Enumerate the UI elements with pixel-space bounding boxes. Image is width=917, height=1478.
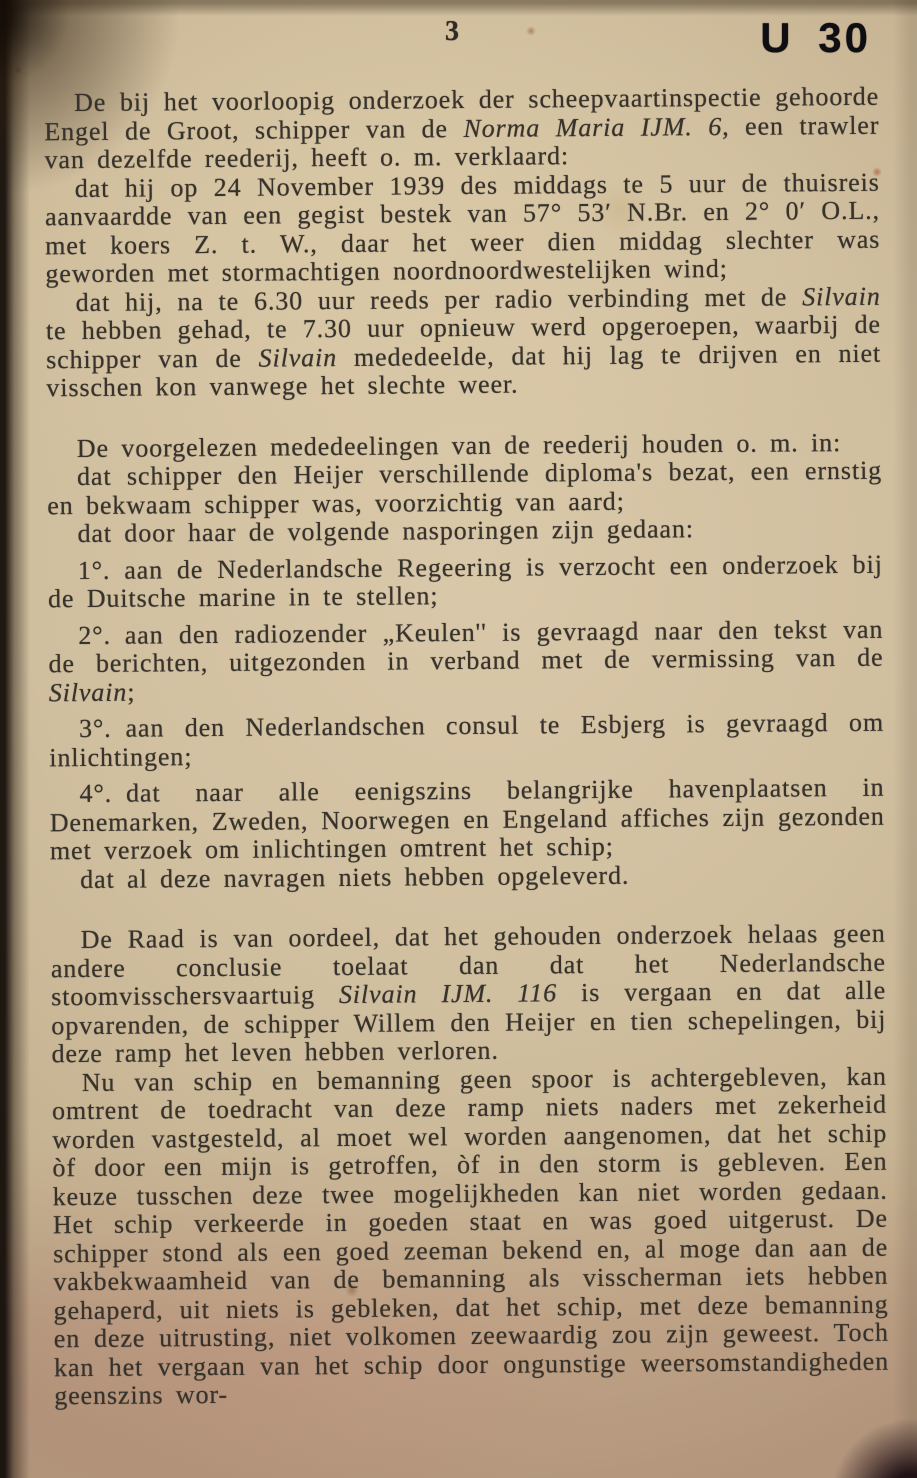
paragraph [49,774,885,866]
document-body [44,83,889,1411]
paragraph [50,859,885,894]
text-run: 4°. dat naar alle eenigszins belangrijke havenplaatsen in Denemarken, Zweden, Noorwegen en Engeland affiches zijn gezonden met verzoek om inlichtingen omtrent het schip; [49,772,885,866]
paragraph [48,550,883,614]
ship-name-italic: Silvain [258,342,338,373]
text-run: 3°. aan den Nederlandschen consul te Esbjerg is gevraagd om inlichtingen; [49,707,885,772]
paragraph [47,514,882,549]
text-run: De Raad is van oordeel, dat het gehouden onderzoek helaas geen andere conclusie toelaat dan dat het Nederlandsche stoomvisschersvaartuig [50,918,887,1012]
paragraph [47,457,882,521]
paragraph [48,615,884,707]
text-run: dat door haar de volgende nasporingen zijn gedaan: [77,514,695,549]
text-run: is vergaan en dat alle opvarenden, de schipper Willem den Heijer en tien schepelingen, bij deze ramp het leven hebben verloren. [51,975,887,1069]
paragraph [44,83,880,175]
ship-name-italic: Norma Maria IJM. 6 [463,111,723,143]
text-run: Nu van schip en bemanning geen spoor is achtergebleven, kan omtrent de toedracht van deze ramp niets naders met zekerheid worden vastgesteld, al moet wel worden aangenomen, dat het schip òf door een mijn is getroffen, òf in den storm is gebleven. Een keuze tusschen deze twee mogelijkheden kan niet worden gedaan. Het schip verkeerde in goeden staat en was goed uitgerust. De schipper stond als een goed zeeman bekend en, al moge dan aan de vakbekwaamheid van de bemanning als visscherman iets hebben gehaperd, uit niets is gebleken, dat het schip, met deze bemanning en deze uitrusting, niet volkomen zeewaardig zou zijn geweest. Toch kan het vergaan van het schip door ongunstige weersomstandigheden geenszins wor- [51,1061,890,1411]
paragraph [52,1062,890,1411]
paragraph [51,920,887,1069]
text-run: te hebben gehad, te 7.30 uur opnieuw werd opgeroepen, waarbij de schipper van de [45,309,881,374]
paragraph [45,168,881,289]
paragraph [49,709,884,773]
text-run: dat hij, na te 6.30 uur reeds per radio verbinding met de [75,281,803,317]
ship-name-italic: Silvain [802,281,881,311]
text-run: 2°. aan den radiozender „Keulen'' is gevraagd naar den tekst van de berichten, uitgezonden in verband met de vermissing van de [48,614,884,679]
text-run: dat al deze navragen niets hebben opgeleverd. [80,860,630,894]
ship-name-italic: Silvain [48,677,128,707]
ship-name-italic: Silvain IJM. 116 [338,978,558,1009]
archive-stamp: U 30 [760,14,871,61]
text-run: ; [127,677,136,707]
text-run: De bij het voorloopig onderzoek der scheepvaartinspectie gehoorde Engel de Groot, schipper van de [44,81,880,146]
text-run: mededeelde, dat hij lag te drijven en niet visschen kon vanwege het slechte weer. [46,338,882,403]
text-run: dat schipper den Heijer verschillende diploma's bezat, een ernstig en bekwaam schipper was, voorzichtig van aard; [47,455,883,520]
text-run: dat hij op 24 November 1939 des middags te 5 uur de thuisreis aanvaardde van een gegist bestek van 57° 53′ N.Br. en 2° 0′ O.L., met koers Z. t. W., daar het weer dien middag slechter was geworden met stormachtigen noordnoordwestelijken wind; [44,167,881,289]
paragraph [46,282,882,403]
page-number: 3 [445,16,460,47]
text-run: , een trawler van dezelfde reederij, heeft o. m. verklaard: [44,110,880,175]
text-run: 1°. aan de Nederlandsche Regeering is verzocht een onderzoek bij de Duitsche marine in te stellen; [47,549,883,614]
text-run: De voorgelezen mededeelingen van de reederij houden o. m. in: [76,427,842,463]
